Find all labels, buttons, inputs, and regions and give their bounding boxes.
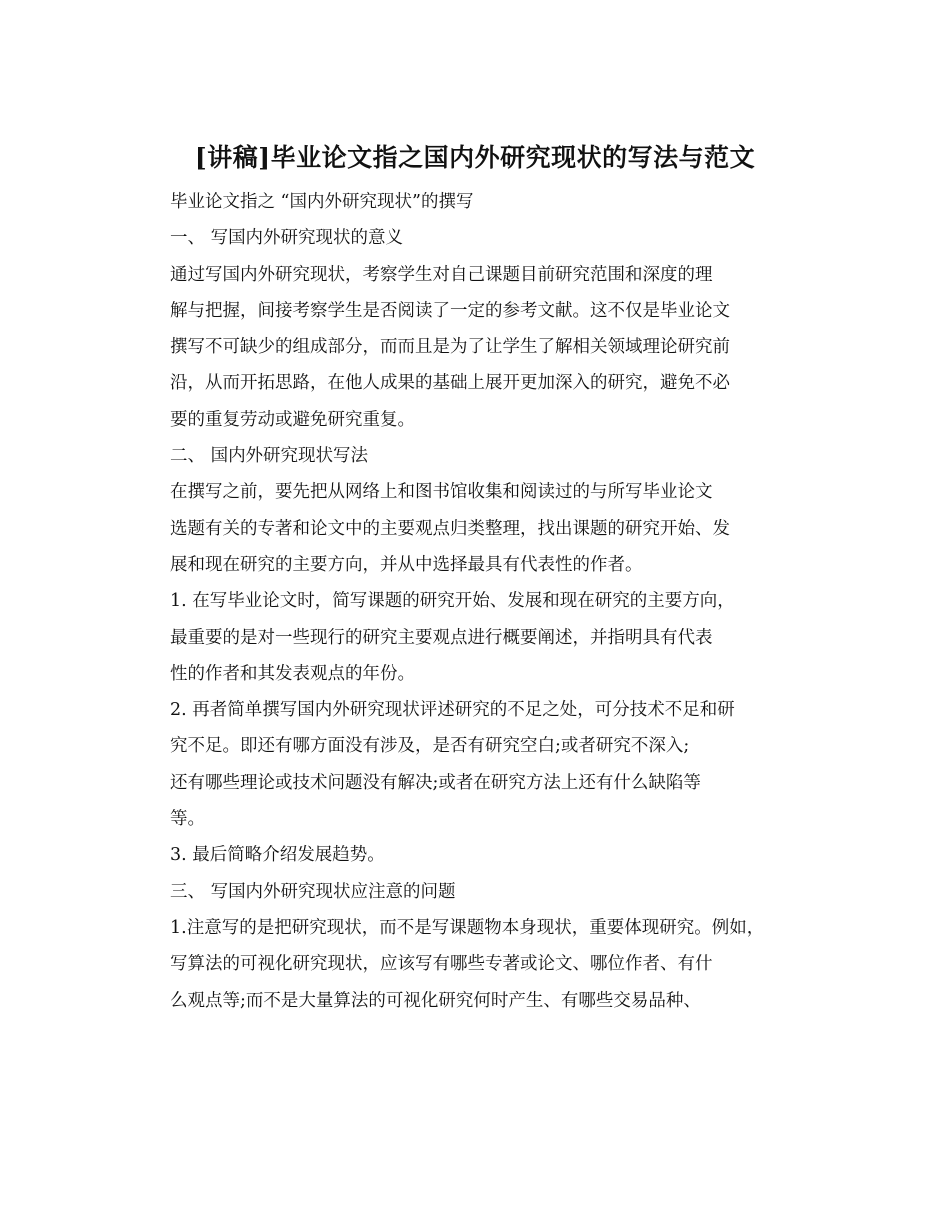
list-item-line: 1. 在写毕业论文时，简写课题的研究开始、发展和现在研究的主要方向，	[170, 591, 735, 612]
list-item-line: 2. 再者简单撰写国内外研究现状评述研究的不足之处，可分技术不足和研	[170, 700, 735, 721]
section-heading-1: 一、 写国内外研究现状的意义	[170, 228, 404, 249]
section-heading-3: 三、 写国内外研究现状应注意的问题	[170, 881, 456, 902]
list-item-line: 么观点等;而不是大量算法的可视化研究何时产生、有哪些交易品种、	[170, 990, 701, 1011]
list-item-line: 究不足。即还有哪方面没有涉及，是否有研究空白;或者研究不深入;	[170, 736, 690, 757]
list-item-line: 1.注意写的是把研究现状，而不是写课题物本身现状，重要体现研究。例如，	[170, 917, 765, 938]
list-item-line: 写算法的可视化研究现状，应该写有哪些专著或论文、哪位作者、有什	[170, 954, 713, 975]
document-title: [讲稿]毕业论文指之国内外研究现状的写法与范文	[194, 143, 756, 172]
list-item-line: 性的作者和其发表观点的年份。	[170, 663, 415, 684]
paragraph-line: 沿，从而开拓思路，在他人成果的基础上展开更加深入的研究，避免不必	[170, 373, 730, 394]
list-item-line: 最重要的是对一些现行的研究主要观点进行概要阐述，并指明具有代表	[170, 627, 713, 648]
paragraph-line: 选题有关的专著和论文中的主要观点归类整理，找出课题的研究开始、发	[170, 518, 730, 539]
paragraph-line: 在撰写之前，要先把从网络上和图书馆收集和阅读过的与所写毕业论文	[170, 482, 713, 503]
paragraph-line: 要的重复劳动或避免研究重复。	[170, 409, 415, 430]
list-item-line: 等。	[170, 809, 205, 830]
list-item-line: 还有哪些理论或技术问题没有解决;或者在研究方法上还有什么缺陷等	[170, 772, 701, 793]
paragraph-line: 撰写不可缺少的组成部分，而而且是为了让学生了解相关领域理论研究前	[170, 337, 730, 358]
paragraph-line: 解与把握，间接考察学生是否阅读了一定的参考文献。这不仅是毕业论文	[170, 300, 730, 321]
section-heading-2: 二、 国内外研究现状写法	[170, 446, 369, 467]
list-item-line: 3. 最后简略介绍发展趋势。	[170, 845, 385, 866]
paragraph-line: 展和现在研究的主要方向，并从中选择最具有代表性的作者。	[170, 554, 643, 575]
paragraph-line: 通过写国内外研究现状，考察学生对自己课题目前研究范围和深度的理	[170, 264, 713, 285]
subtitle-line: 毕业论文指之 “国内外研究现状”的撰写	[170, 192, 474, 212]
document-body	[170, 184, 830, 1019]
